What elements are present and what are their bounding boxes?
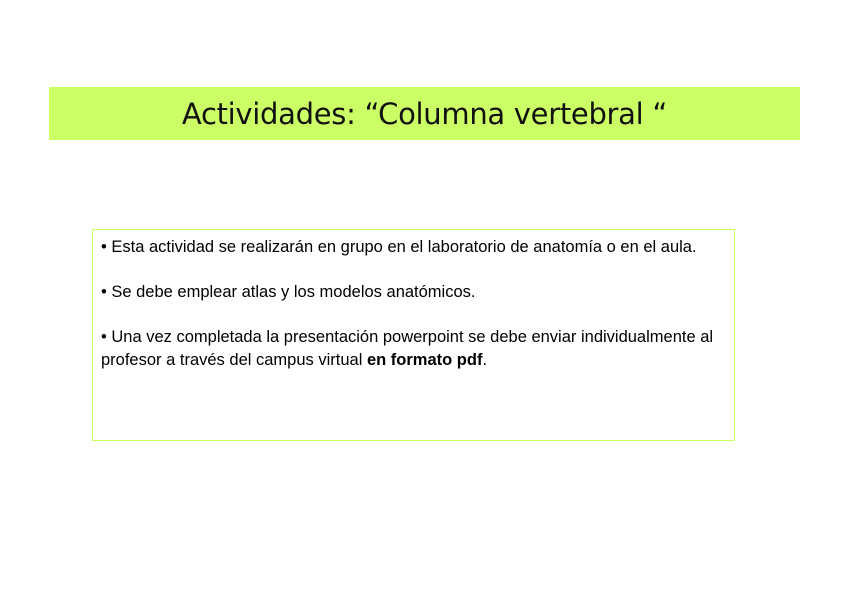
bullet-item-resources: • Se debe emplear atlas y los modelos anatómicos. (101, 283, 476, 301)
bullet-submission-text: • Una vez completada la presentación powerpoint se debe enviar individualmente al profesor a través del campus virtual (101, 328, 714, 369)
bullet-item-submission (101, 326, 726, 372)
bullet-submission-format: en formato pdf (366, 351, 483, 369)
title-bar (49, 87, 800, 140)
slide-title: Actividades: “Columna vertebral “ (181, 96, 668, 131)
bullet-item-group-activity: • Esta actividad se realizarán en grupo en el laboratorio de anatomía o en el aula. (101, 238, 697, 256)
content-box (92, 229, 735, 441)
bullet-submission-end: . (482, 351, 488, 369)
